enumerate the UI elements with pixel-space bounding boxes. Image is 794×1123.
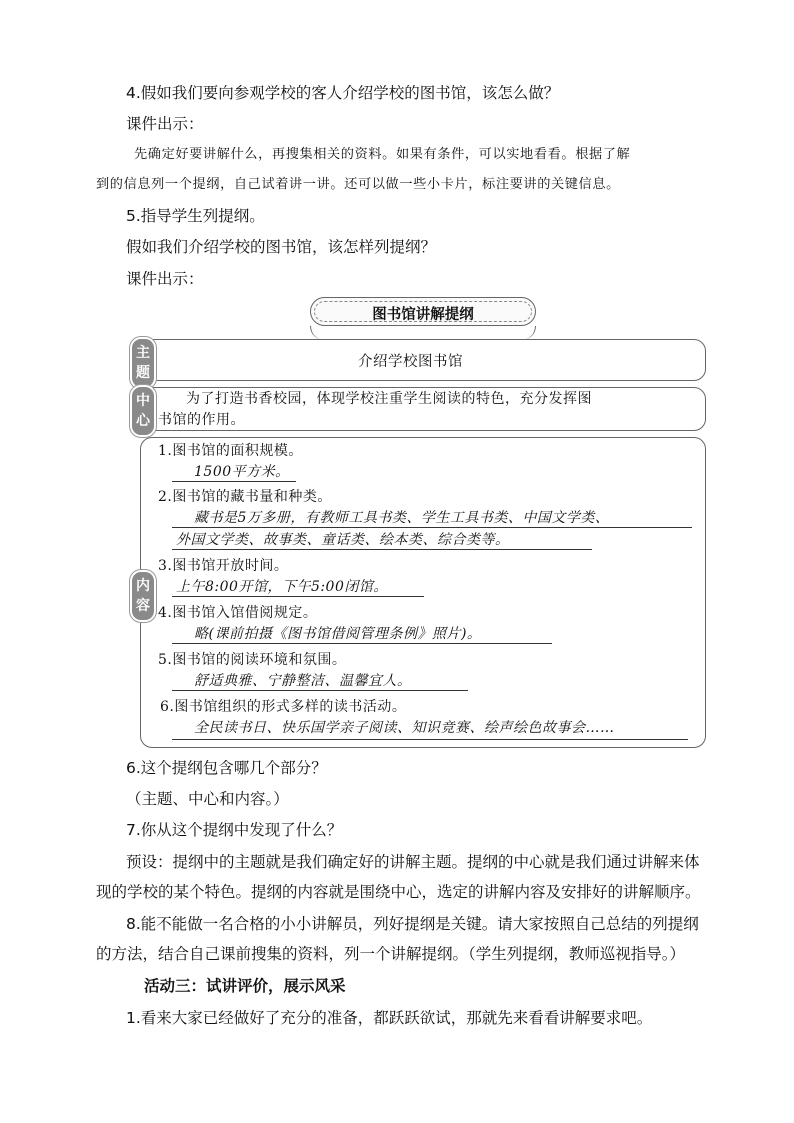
outline-title-pill: [310, 297, 536, 326]
content-item-2-detail-1: 藏书是5万多册，有教师工具书类、学生工具书类、中国文学类、: [194, 510, 610, 526]
answer-6: （主题、中心和内容。）: [126, 790, 289, 808]
theme-text: 介绍学校图书馆: [358, 354, 463, 370]
center-line-1: 为了打造书香校园，体现学校注重学生阅读的特色，充分发挥图: [186, 391, 592, 407]
theme-tag-char-2: 题: [136, 365, 150, 381]
content-item-5-detail: 舒适典雅、宁静整洁、温馨宜人。: [194, 673, 412, 689]
theme-tag: [130, 337, 156, 389]
slide-tip-line-1: 先确定好要讲解什么，再搜集相关的资料。如果有条件，可以实地看看。根据了解: [134, 147, 631, 162]
answer-underline: [172, 549, 592, 550]
slide-tip-line-2: 到的信息列一个提纲，自己试着讲一讲。还可以做一些小卡片，标注要讲的关键信息。: [96, 177, 620, 192]
center-tag: [130, 385, 156, 437]
content-item-4-detail: 略(课前拍摄《图书馆借阅管理条例》照片)。: [194, 626, 482, 642]
content-item-1-detail: 1500平方米。: [194, 464, 290, 480]
question-8-line-1: 8.能不能做一名合格的小小讲解员，列好提纲是关键。请大家按照自己总结的列提纲: [126, 915, 699, 933]
outline-title: 图书馆讲解提纲: [372, 307, 474, 323]
center-tag-char-1: 中: [136, 393, 150, 409]
answer-underline: [172, 596, 424, 597]
center-tag-char-2: 心: [136, 413, 150, 429]
activity-3-heading: 活动三：试讲评价，展示风采: [144, 977, 346, 995]
answer-underline: [172, 690, 468, 691]
answer-underline: [172, 739, 688, 740]
content-item-1-heading: 1.图书馆的面积规模。: [158, 443, 303, 459]
answer-underline: [172, 643, 552, 644]
answer-underline: [172, 481, 296, 482]
question-7: 7.你从这个提纲中发现了什么？: [126, 821, 343, 839]
question-6: 6.这个提纲包含哪几个部分？: [126, 759, 327, 777]
slide-label-2: 课件出示：: [126, 270, 204, 288]
question-8-line-2: 的方法，结合自己课前搜集的资料，列一个讲解提纲。（学生列提纲，教师巡视指导。）: [96, 945, 686, 963]
content-tag: [130, 570, 156, 622]
answer-7-line-2: 现的学校的某个特色。提纲的内容就是围绕中心，选定的讲解内容及安排好的讲解顺序。: [96, 883, 701, 901]
paragraph-1: 1.看来大家已经做好了充分的准备，都跃跃欲试，那就先来看看讲解要求吧。: [126, 1009, 653, 1027]
content-item-2-detail-2: 外国文学类、故事类、童话类、绘本类、综合类等。: [176, 532, 510, 548]
content-item-4-heading: 4.图书馆入馆借阅规定。: [158, 605, 318, 621]
theme-tag-char-1: 主: [136, 345, 150, 361]
content-item-3-heading: 3.图书馆开放时间。: [158, 558, 289, 574]
content-item-6-heading: 6.图书馆组织的形式多样的读书活动。: [160, 699, 407, 715]
content-item-3-detail: 上午8:00开馆，下午5:00闭馆。: [176, 579, 388, 595]
center-line-2: 书馆的作用。: [158, 412, 245, 428]
answer-7-line-1: 预设：提纲中的主题就是我们确定好的讲解主题。提纲的中心就是我们通过讲解来体: [126, 853, 700, 871]
question-5: 5.指导学生列提纲。: [126, 207, 265, 225]
content-tag-char-2: 容: [136, 598, 150, 614]
slide-label-1: 课件出示：: [126, 115, 204, 133]
title-connector: [310, 326, 536, 340]
question-4: 4.假如我们要向参观学校的客人介绍学校的图书馆，该怎么做？: [126, 84, 560, 102]
content-item-5-heading: 5.图书馆的阅读环境和氛围。: [158, 652, 347, 668]
content-item-6-detail: 全民读书日、快乐国学亲子阅读、知识竞赛、绘声绘色故事会……: [194, 720, 615, 736]
content-tag-char-1: 内: [136, 578, 150, 594]
question-5-prompt: 假如我们介绍学校的图书馆，该怎样列提纲？: [126, 238, 437, 256]
answer-underline: [172, 527, 692, 528]
content-item-2-heading: 2.图书馆的藏书量和种类。: [158, 489, 332, 505]
